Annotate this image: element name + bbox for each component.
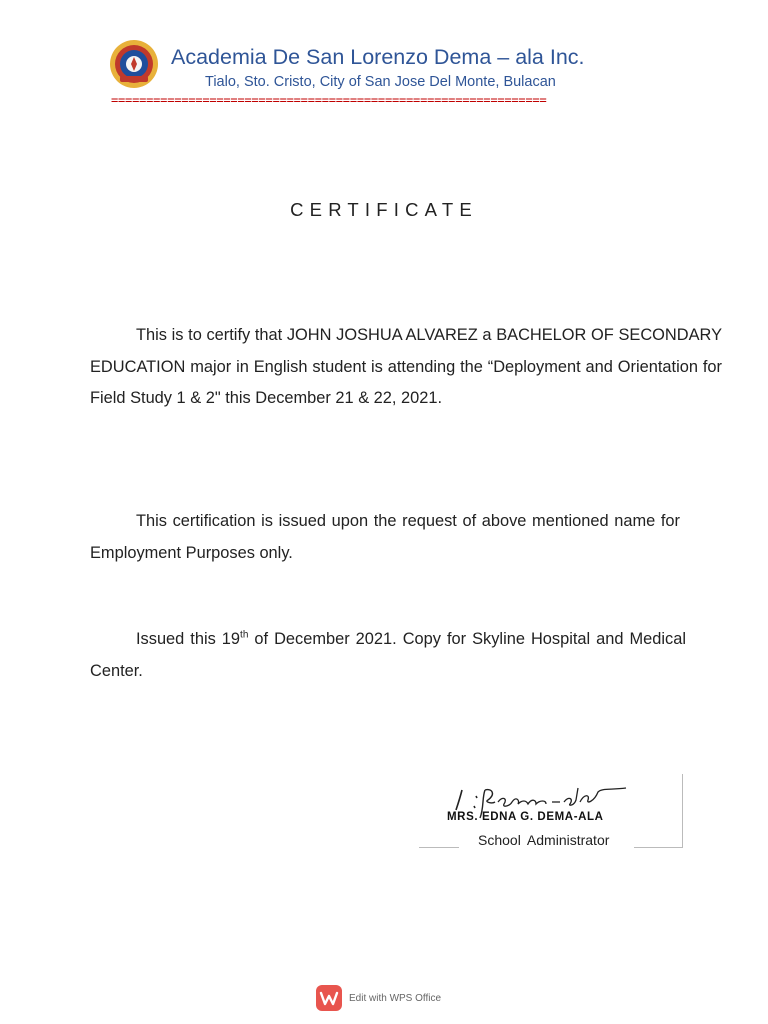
school-name: Academia De San Lorenzo Dema – ala Inc. [171,45,585,69]
wps-badge-text: Edit with WPS Office [349,992,442,1004]
school-address: Tialo, Sto. Cristo, City of San Jose Del Monte, Bulacan [205,74,556,90]
certificate-paragraph-3 [90,624,686,687]
signature-line-right [634,847,682,848]
paragraph-2-text: This certification is issued upon the request of above mentioned name for Employment Purposes only. [90,512,680,562]
certificate-paragraph-2 [90,506,680,569]
wps-logo-icon [316,985,342,1011]
certificate-title: CERTIFICATE [290,199,478,220]
signature-line-left [419,847,459,848]
signer-name: MRS. EDNA G. DEMA-ALA [447,811,604,823]
paragraph-3-ordinal: th [240,629,249,641]
certificate-paragraph-1 [90,320,722,415]
signer-role: School Administrator [478,832,610,848]
signature-line-vertical [682,774,683,848]
paragraph-3-text-b: of December 2021. Copy for Skyline Hospital and Medical Center. [90,630,686,680]
wps-edit-badge[interactable] [316,985,441,1011]
school-seal-icon [108,38,160,90]
paragraph-1-text: This is to certify that JOHN JOSHUA ALVAREZ a BACHELOR OF SECONDARY EDUCATION major in English student is attending the “Deployment and Orientation for Field Study 1 & 2" this December 21 & 22, 2021. [90,326,722,407]
paragraph-3-text-a: Issued this 19 [136,630,241,648]
header-rule: ============================================================== [111,93,547,107]
